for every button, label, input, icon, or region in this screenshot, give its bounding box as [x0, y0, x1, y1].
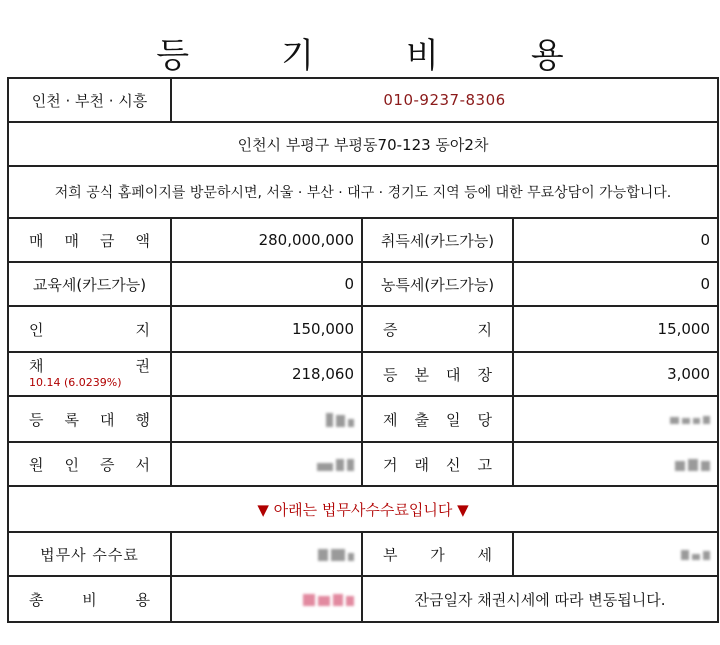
area-label: 인천 · 부천 · 시흥 — [8, 78, 171, 122]
acquisition-tax-value: 0 — [513, 218, 718, 262]
legal-fee-value — [171, 532, 362, 576]
bond-label: 채 권 — [29, 356, 150, 375]
vat-value — [513, 532, 718, 576]
phone-number[interactable]: 010-9237-8306 — [171, 78, 718, 122]
certificate-value: 15,000 — [513, 306, 718, 352]
page-title — [0, 30, 720, 74]
redacted-value — [303, 594, 354, 606]
education-tax-label: 교육세(카드가능) — [8, 262, 171, 306]
redacted-value — [681, 550, 710, 560]
registration-agent-label: 등 록 대 행 — [8, 396, 171, 442]
redacted-value — [670, 416, 710, 424]
bond-cell — [8, 352, 171, 396]
legal-fee-label: 법무사 수수료 — [8, 532, 171, 576]
rural-tax-label: 농특세(카드가능) — [362, 262, 513, 306]
stamp-label: 인 지 — [8, 306, 171, 352]
submission-daily-value — [513, 396, 718, 442]
redacted-value — [317, 459, 354, 471]
cause-proof-value — [171, 442, 362, 486]
redacted-value — [318, 549, 354, 561]
education-tax-value: 0 — [171, 262, 362, 306]
title-char: 기 — [281, 35, 314, 76]
bond-rate: 10.14 (6.0239%) — [29, 375, 122, 389]
stamp-value: 150,000 — [171, 306, 362, 352]
office-address: 인천시 부평구 부평동70-123 동아2차 — [8, 122, 718, 166]
total-note: 잔금일자 채권시세에 따라 변동됩니다. — [362, 576, 718, 622]
submission-daily-label: 제 출 일 당 — [362, 396, 513, 442]
registry-copy-value: 3,000 — [513, 352, 718, 396]
transaction-report-value — [513, 442, 718, 486]
total-value — [171, 576, 362, 622]
redacted-value — [326, 413, 354, 427]
rural-tax-value: 0 — [513, 262, 718, 306]
acquisition-tax-label: 취득세(카드가능) — [362, 218, 513, 262]
vat-label: 부 가 세 — [362, 532, 513, 576]
transaction-report-label: 거 래 신 고 — [362, 442, 513, 486]
registry-copy-label: 등 본 대 장 — [362, 352, 513, 396]
title-char: 등 — [156, 35, 190, 76]
registration-cost-table — [7, 77, 719, 623]
sale-price-value: 280,000,000 — [171, 218, 362, 262]
certificate-label: 증 지 — [362, 306, 513, 352]
total-label: 총 비 용 — [8, 576, 171, 622]
title-char: 비 — [406, 35, 439, 76]
sale-price-label: 매 매 금 액 — [8, 218, 171, 262]
legal-fee-banner: ▼ 아래는 법무사수수료입니다 ▼ — [8, 486, 718, 532]
redacted-value — [675, 459, 710, 471]
cause-proof-label: 원 인 증 서 — [8, 442, 171, 486]
title-char: 용 — [530, 35, 564, 76]
consult-notice: 저희 공식 홈페이지를 방문하시면, 서울 · 부산 · 대구 · 경기도 지역 등에 대한 무료상담이 가능합니다. — [8, 166, 718, 218]
registration-agent-value — [171, 396, 362, 442]
bond-value: 218,060 — [171, 352, 362, 396]
